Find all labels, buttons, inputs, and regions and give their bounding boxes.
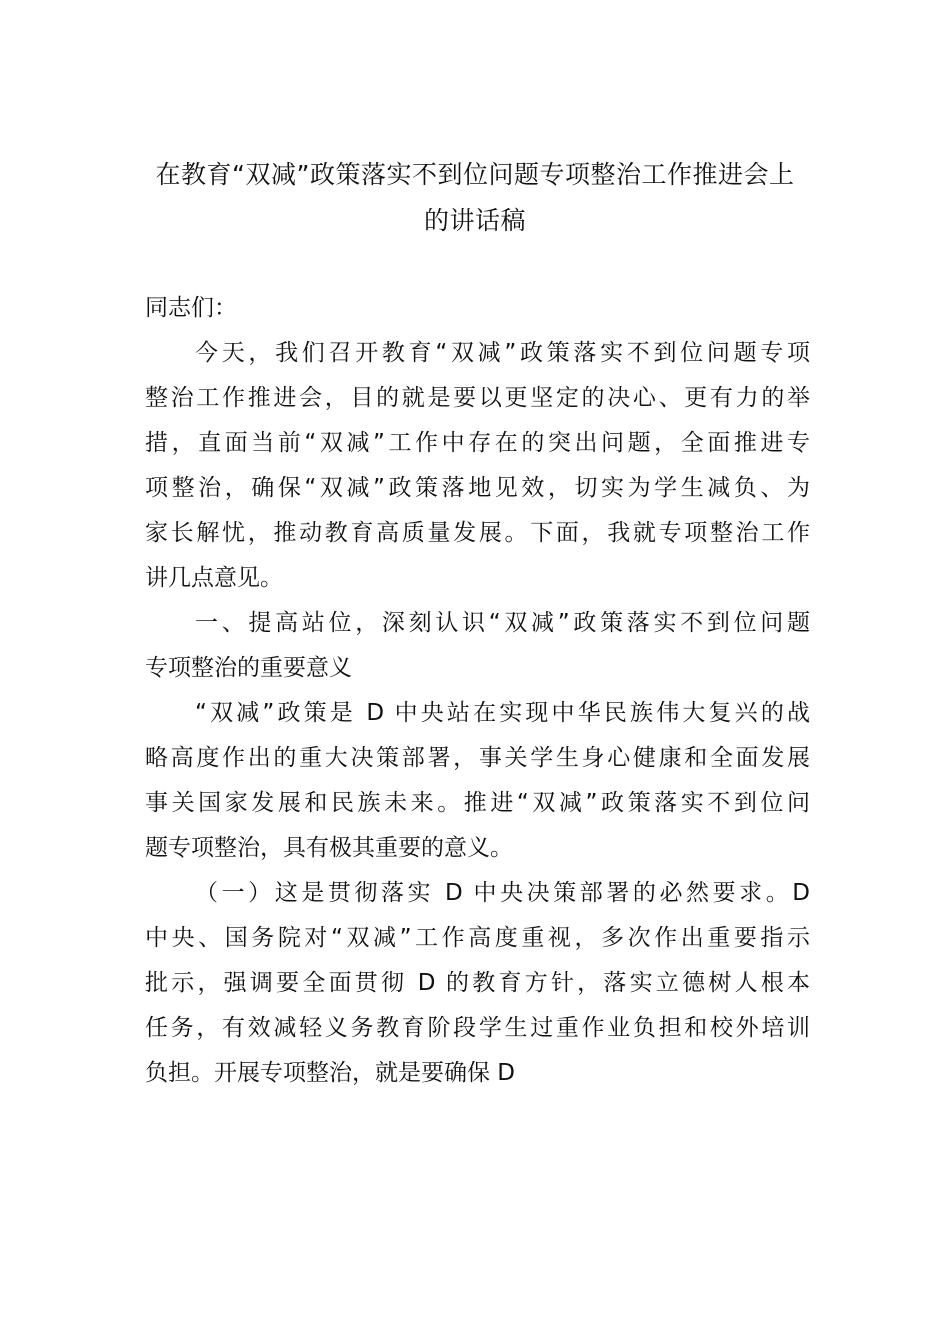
text-line: 讲几点意见。 [145,565,283,591]
text-line: 家长解忧，推动教育高质量发展。下面，我就专项整治工作 [145,520,810,546]
text-line: 题专项整治，具有极其重要的意义。 [145,835,513,861]
document-body [145,286,810,1096]
text-line: 负担。开展专项整治，就是要确保 D [145,1060,516,1086]
text-line: 一、提高站位，深刻认识“双减”政策落实不到位问题 [195,610,810,636]
text-line: 今天，我们召开教育“双减”政策落实不到位问题专项 [195,340,810,366]
text-line: （一）这是贯彻落实 D 中央决策部署的必然要求。D [195,880,810,906]
paragraph-significance [145,691,810,871]
subsection-1 [145,871,810,1096]
text-line: 专项整治的重要意义 [145,655,352,681]
text-line: 项整治，确保“双减”政策落地见效，切实为学生减负、为 [145,475,810,501]
section-heading-1 [145,601,810,691]
text-line: “双减”政策是 D 中央站在实现中华民族伟大复兴的战 [195,700,810,726]
text-line: 整治工作推进会，目的就是要以更坚定的决心、更有力的举 [145,385,810,411]
text-line: 事关国家发展和民族未来。推进“双减”政策落实不到位问 [145,790,810,816]
title-line-1: 在教育“双减”政策落实不到位问题专项整治工作推进会上 [155,160,795,189]
text-line: 措，直面当前“双减”工作中存在的突出问题，全面推进专 [145,430,810,456]
greeting: 同志们： [145,295,237,321]
document-title [130,152,820,244]
paragraph-intro [145,331,810,601]
text-line: 略高度作出的重大决策部署，事关学生身心健康和全面发展 [145,745,810,771]
text-line: 批示，强调要全面贯彻 D 的教育方针，落实立德树人根本 [145,970,810,996]
title-line-2: 的讲话稿 [423,206,526,235]
text-line: 任务，有效减轻义务教育阶段学生过重作业负担和校外培训 [145,1015,810,1041]
text-line: 中央、国务院对“双减”工作高度重视，多次作出重要指示 [145,925,810,951]
